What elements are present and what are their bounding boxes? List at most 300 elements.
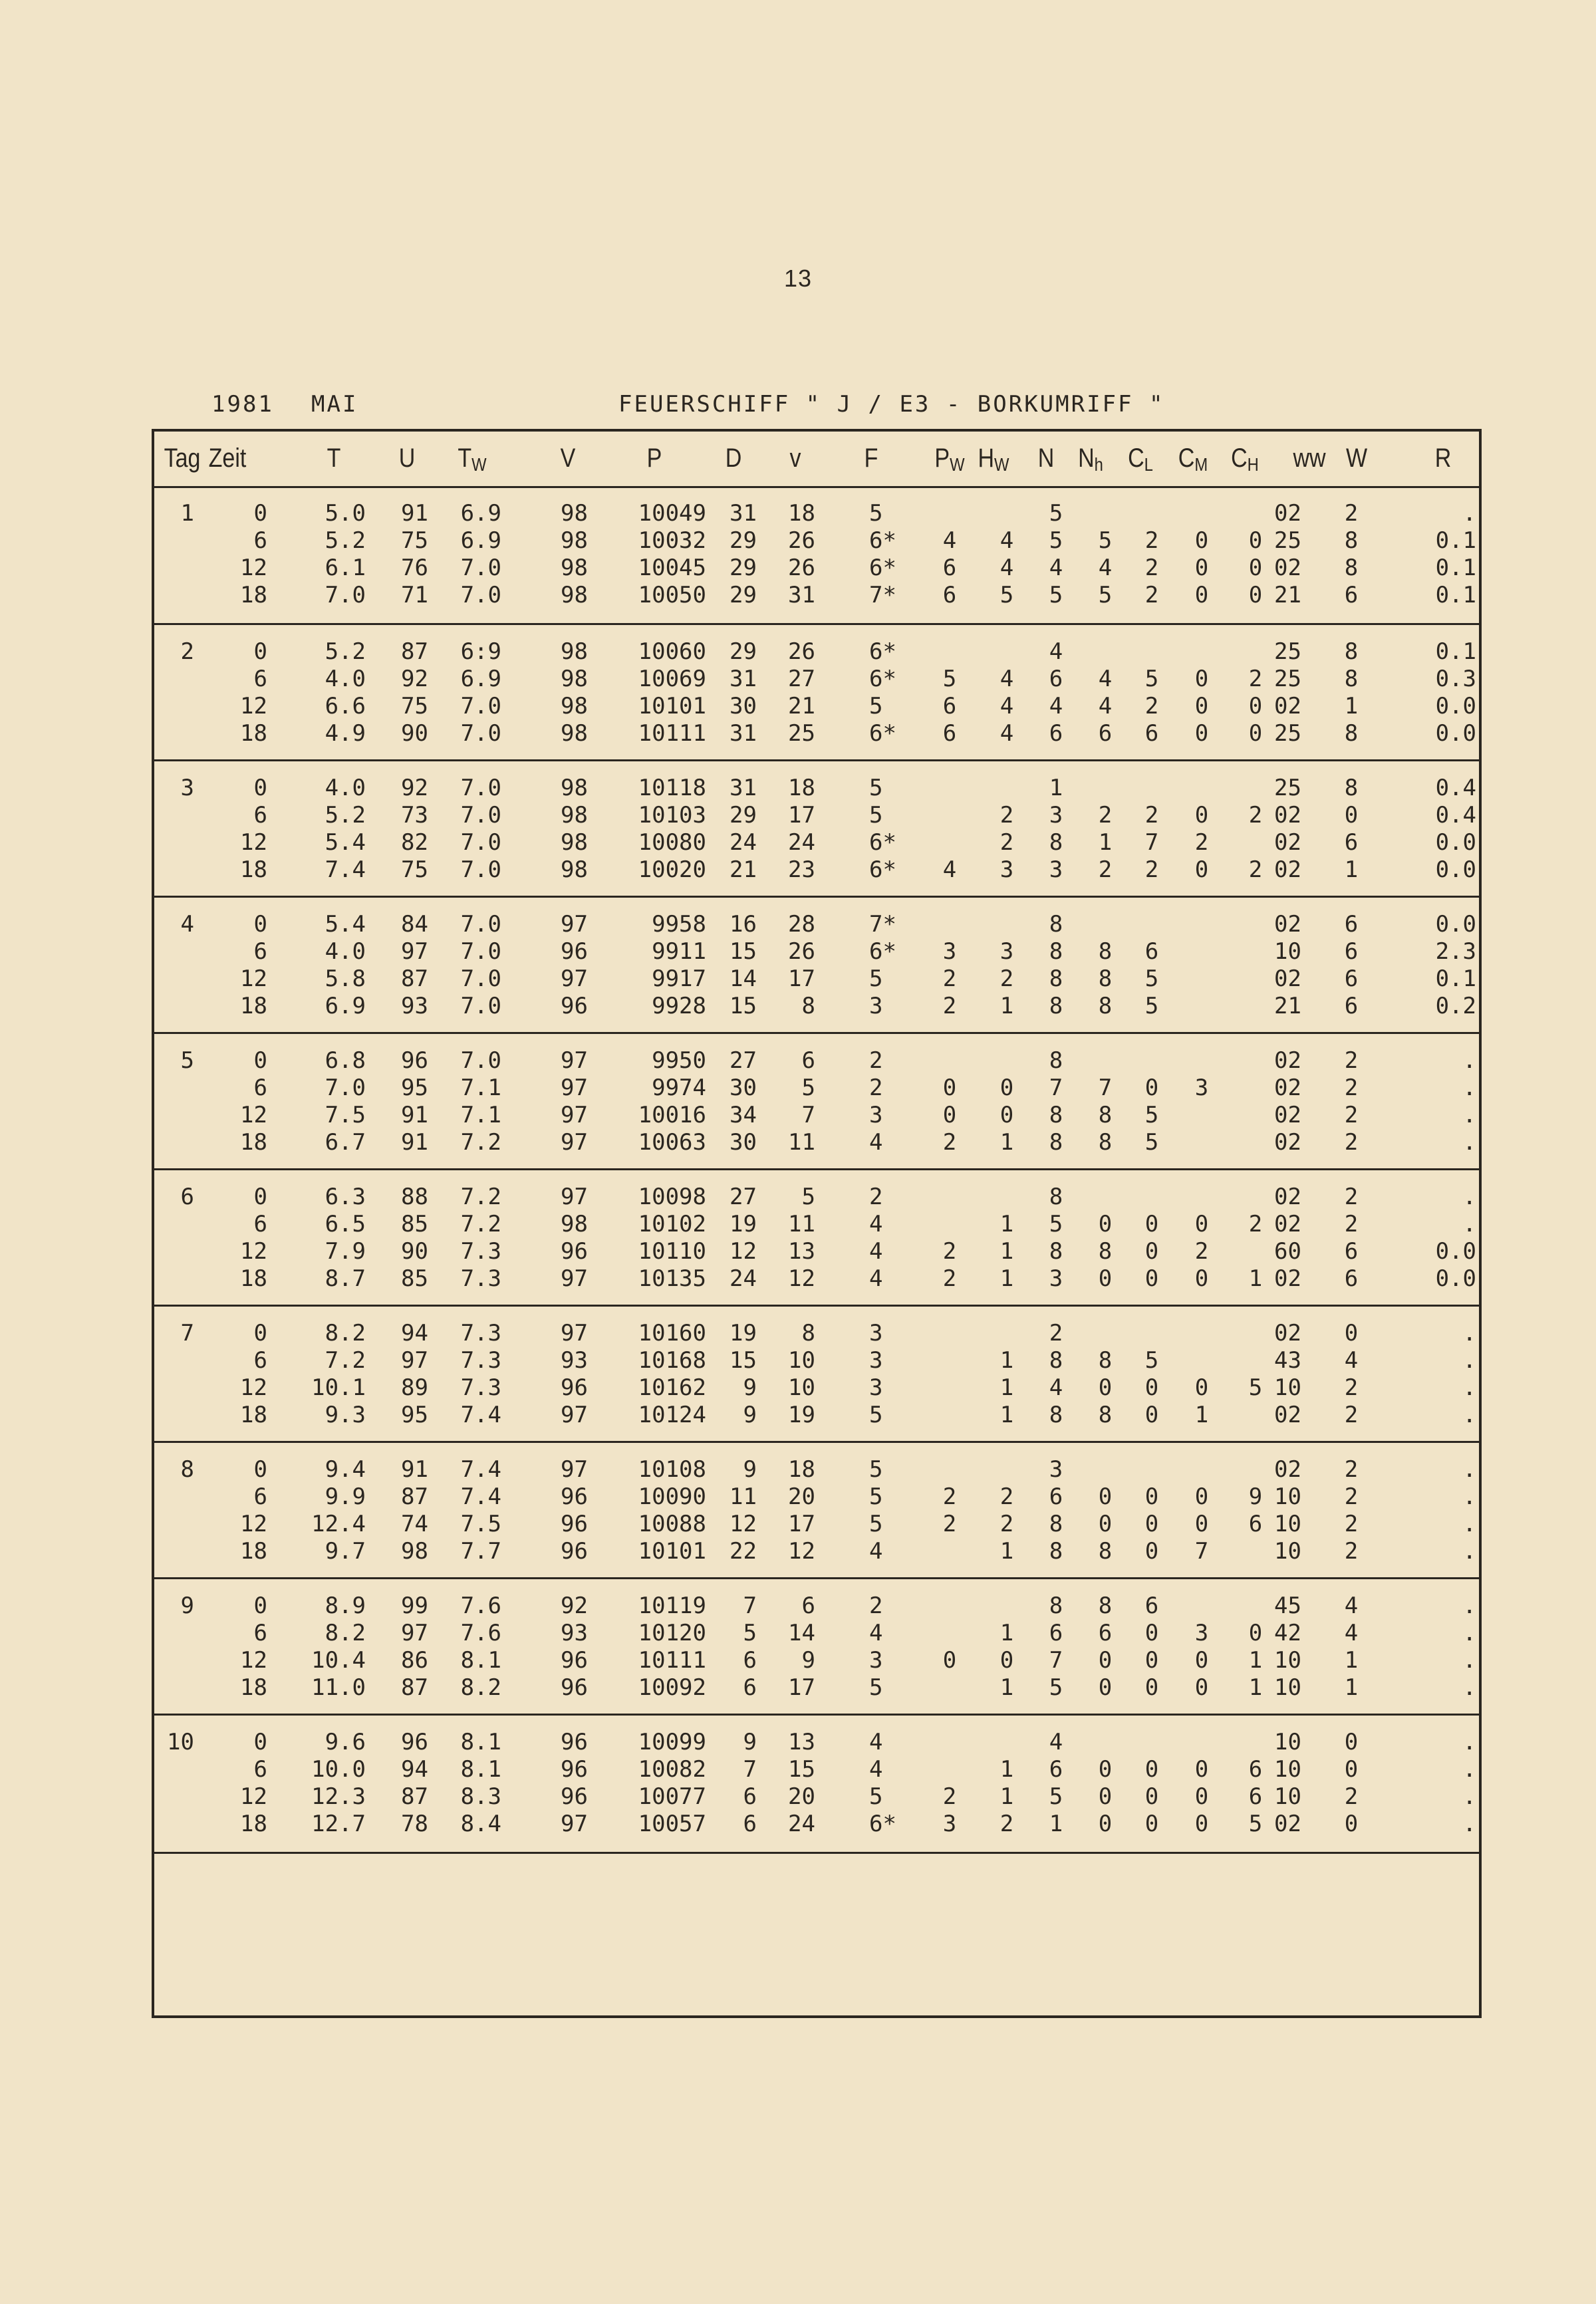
cell-t: 7.4 <box>325 856 366 883</box>
cell-pw: 0 <box>942 1102 957 1128</box>
cell-n: 3 <box>1049 1265 1063 1292</box>
cell-pw: 6 <box>942 693 957 719</box>
cell-v: 98 <box>561 666 588 692</box>
cell-ch: 0 <box>1248 555 1263 581</box>
cell-v: 97 <box>561 1320 588 1346</box>
column-header-n <box>1038 444 1055 473</box>
cell-v: 97 <box>561 911 588 938</box>
cell-pw: 0 <box>942 1075 957 1101</box>
cell-zeit: 6 <box>253 527 267 554</box>
cell-w: 0 <box>1344 802 1359 829</box>
table-row <box>154 1184 1479 1211</box>
column-header-cm <box>1178 444 1208 475</box>
cell-n: 8 <box>1049 1102 1063 1128</box>
cell-f: 6* <box>869 856 896 883</box>
column-header-label: V <box>560 444 576 473</box>
cell-cm: 0 <box>1194 1211 1209 1237</box>
cell-tw: 7.2 <box>460 1211 501 1237</box>
cell-d: 12 <box>730 1511 757 1537</box>
cell-v: 98 <box>561 638 588 665</box>
cell-t: 9.9 <box>325 1483 366 1510</box>
cell-ch: 2 <box>1248 856 1263 883</box>
cell-f: 4 <box>869 1620 883 1646</box>
table-row <box>154 1102 1479 1129</box>
cell-tw: 7.0 <box>460 829 501 856</box>
cell-u: 73 <box>401 802 428 829</box>
table-row <box>154 965 1479 993</box>
column-header-label: P <box>646 444 662 473</box>
cell-t: 12.3 <box>311 1783 366 1810</box>
cell-t: 12.4 <box>311 1511 366 1537</box>
cell-v: 12 <box>788 1265 815 1292</box>
column-header-label: T <box>458 444 472 473</box>
cell-v: 6 <box>801 1593 815 1619</box>
column-header-subscript: h <box>1094 454 1103 475</box>
table-row <box>154 1811 1479 1838</box>
column-header-zeit <box>209 444 247 473</box>
cell-p: 10160 <box>638 1320 706 1346</box>
cell-nh: 0 <box>1098 1265 1113 1292</box>
column-header-subscript: L <box>1144 454 1153 475</box>
cell-cl: 6 <box>1144 1593 1159 1619</box>
cell-zeit: 6 <box>253 1347 267 1374</box>
cell-w: 1 <box>1344 1674 1359 1701</box>
cell-t: 8.7 <box>325 1265 366 1292</box>
cell-p: 10124 <box>638 1402 706 1428</box>
cell-zeit: 18 <box>240 993 267 1019</box>
cell-tw: 7.0 <box>460 802 501 829</box>
cell-v: 5 <box>801 1075 815 1101</box>
cell-u: 96 <box>401 1729 428 1755</box>
cell-v: 97 <box>561 965 588 992</box>
cell-tw: 7.0 <box>460 856 501 883</box>
cell-zeit: 18 <box>240 582 267 608</box>
cell-nh: 1 <box>1098 829 1113 856</box>
cell-u: 93 <box>401 993 428 1019</box>
cell-f: 4 <box>869 1756 883 1783</box>
table-row <box>154 1320 1479 1347</box>
cell-f: 3 <box>869 993 883 1019</box>
cell-f: 5 <box>869 1511 883 1537</box>
cell-hw: 2 <box>999 1811 1014 1837</box>
cell-w: 8 <box>1344 638 1359 665</box>
cell-f: 4 <box>869 1211 883 1237</box>
cell-r: . <box>1462 1402 1476 1428</box>
cell-v: 96 <box>561 1374 588 1401</box>
cell-d: 9 <box>743 1374 757 1401</box>
cell-v: 27 <box>788 666 815 692</box>
column-header-label: Zeit <box>208 444 247 473</box>
cell-u: 76 <box>401 555 428 581</box>
cell-ww: 02 <box>1274 500 1301 527</box>
cell-cl: 6 <box>1144 938 1159 965</box>
cell-p: 10063 <box>638 1129 706 1156</box>
cell-u: 98 <box>401 1538 428 1565</box>
cell-ww: 43 <box>1274 1347 1301 1374</box>
cell-d: 15 <box>730 938 757 965</box>
cell-tw: 8.2 <box>460 1674 501 1701</box>
cell-p: 10118 <box>638 775 706 801</box>
cell-v: 98 <box>561 775 588 801</box>
cell-cl: 0 <box>1144 1647 1159 1674</box>
table-row <box>154 938 1479 965</box>
day-number: 5 <box>180 1047 194 1074</box>
cell-cm: 0 <box>1194 1511 1209 1537</box>
cell-nh: 8 <box>1098 993 1113 1019</box>
cell-cl: 2 <box>1144 693 1159 719</box>
cell-t: 5.2 <box>325 527 366 554</box>
cell-nh: 0 <box>1098 1674 1113 1701</box>
day-block-6 <box>154 1168 1479 1307</box>
cell-f: 3 <box>869 1347 883 1374</box>
cell-v: 97 <box>561 1129 588 1156</box>
cell-v: 5 <box>801 1184 815 1210</box>
cell-cl: 5 <box>1144 1347 1159 1374</box>
table-row <box>154 1483 1479 1511</box>
column-header-subscript: M <box>1194 454 1208 475</box>
cell-t: 9.7 <box>325 1538 366 1565</box>
cell-n: 8 <box>1049 1538 1063 1565</box>
cell-d: 31 <box>730 500 757 527</box>
cell-cm: 0 <box>1194 1674 1209 1701</box>
cell-v: 96 <box>561 1783 588 1810</box>
cell-tw: 6.9 <box>460 666 501 692</box>
column-header-v-lower <box>790 444 801 473</box>
cell-cl: 0 <box>1144 1265 1159 1292</box>
column-header-label: F <box>864 444 878 473</box>
cell-v: 17 <box>788 802 815 829</box>
cell-pw: 2 <box>942 1783 957 1810</box>
cell-d: 6 <box>743 1647 757 1674</box>
cell-v: 97 <box>561 1102 588 1128</box>
table-row <box>154 1047 1479 1075</box>
cell-n: 8 <box>1049 829 1063 856</box>
cell-cl: 5 <box>1144 993 1159 1019</box>
cell-t: 9.6 <box>325 1729 366 1755</box>
cell-zeit: 18 <box>240 1265 267 1292</box>
cell-v: 97 <box>561 1456 588 1483</box>
cell-v: 98 <box>561 720 588 747</box>
cell-cl: 0 <box>1144 1402 1159 1428</box>
cell-u: 97 <box>401 1347 428 1374</box>
cell-tw: 8.1 <box>460 1756 501 1783</box>
cell-t: 10.0 <box>311 1756 366 1783</box>
cell-cm: 0 <box>1194 666 1209 692</box>
cell-w: 4 <box>1344 1620 1359 1646</box>
cell-v: 96 <box>561 1756 588 1783</box>
cell-v: 96 <box>561 1538 588 1565</box>
cell-hw: 4 <box>999 555 1014 581</box>
cell-cl: 0 <box>1144 1811 1159 1837</box>
column-header-hw <box>978 444 1009 475</box>
cell-w: 6 <box>1344 911 1359 938</box>
cell-p: 10101 <box>638 1538 706 1565</box>
cell-n: 4 <box>1049 638 1063 665</box>
cell-w: 2 <box>1344 1374 1359 1401</box>
cell-v: 97 <box>561 1811 588 1837</box>
cell-zeit: 0 <box>253 1729 267 1755</box>
cell-pw: 2 <box>942 993 957 1019</box>
cell-n: 7 <box>1049 1075 1063 1101</box>
cell-ch: 6 <box>1248 1756 1263 1783</box>
cell-u: 85 <box>401 1265 428 1292</box>
cell-zeit: 6 <box>253 1620 267 1646</box>
cell-ww: 02 <box>1274 911 1301 938</box>
day-number: 8 <box>180 1456 194 1483</box>
cell-d: 14 <box>730 965 757 992</box>
column-header-label: N <box>1078 444 1095 473</box>
cell-p: 10168 <box>638 1347 706 1374</box>
cell-f: 6* <box>869 555 896 581</box>
cell-w: 0 <box>1344 1729 1359 1755</box>
cell-u: 95 <box>401 1075 428 1101</box>
table-row <box>154 720 1479 747</box>
cell-v: 26 <box>788 527 815 554</box>
cell-ww: 25 <box>1274 527 1301 554</box>
cell-v: 18 <box>788 500 815 527</box>
data-table <box>152 429 1482 2018</box>
table-row <box>154 582 1479 609</box>
cell-tw: 8.4 <box>460 1811 501 1837</box>
cell-pw: 2 <box>942 1483 957 1510</box>
cell-w: 2 <box>1344 1075 1359 1101</box>
table-row <box>154 775 1479 802</box>
cell-pw: 0 <box>942 1647 957 1674</box>
table-row <box>154 638 1479 666</box>
cell-d: 9 <box>743 1456 757 1483</box>
cell-u: 84 <box>401 911 428 938</box>
cell-v: 8 <box>801 993 815 1019</box>
cell-zeit: 18 <box>240 856 267 883</box>
cell-w: 2 <box>1344 1511 1359 1537</box>
column-header-label: N <box>1037 444 1055 473</box>
cell-f: 3 <box>869 1374 883 1401</box>
cell-n: 6 <box>1049 720 1063 747</box>
cell-hw: 1 <box>999 1211 1014 1237</box>
column-header-label: R <box>1434 444 1452 473</box>
cell-n: 5 <box>1049 1783 1063 1810</box>
cell-t: 9.4 <box>325 1456 366 1483</box>
cell-cm: 2 <box>1194 1238 1209 1265</box>
cell-tw: 7.1 <box>460 1102 501 1128</box>
cell-w: 8 <box>1344 720 1359 747</box>
cell-v: 17 <box>788 1674 815 1701</box>
cell-cm: 3 <box>1194 1075 1209 1101</box>
cell-r: 0.1 <box>1435 582 1476 608</box>
cell-n: 2 <box>1049 1320 1063 1346</box>
cell-ww: 02 <box>1274 693 1301 719</box>
cell-nh: 0 <box>1098 1483 1113 1510</box>
day-block-2 <box>154 623 1479 761</box>
cell-v: 10 <box>788 1374 815 1401</box>
cell-u: 94 <box>401 1320 428 1346</box>
cell-d: 31 <box>730 666 757 692</box>
cell-p: 10092 <box>638 1674 706 1701</box>
cell-n: 5 <box>1049 582 1063 608</box>
cell-w: 1 <box>1344 1647 1359 1674</box>
cell-zeit: 0 <box>253 638 267 665</box>
cell-d: 6 <box>743 1811 757 1837</box>
cell-u: 87 <box>401 638 428 665</box>
cell-p: 10088 <box>638 1511 706 1537</box>
cell-d: 16 <box>730 911 757 938</box>
table-row <box>154 1593 1479 1620</box>
cell-t: 5.0 <box>325 500 366 527</box>
cell-r: 0.0 <box>1435 693 1476 719</box>
cell-f: 7* <box>869 582 896 608</box>
cell-cm: 0 <box>1194 1756 1209 1783</box>
cell-d: 15 <box>730 993 757 1019</box>
cell-tw: 7.0 <box>460 720 501 747</box>
cell-nh: 0 <box>1098 1647 1113 1674</box>
cell-v: 98 <box>561 500 588 527</box>
cell-f: 5 <box>869 1456 883 1483</box>
cell-d: 6 <box>743 1783 757 1810</box>
cell-ch: 1 <box>1248 1647 1263 1674</box>
column-header-label: Tag <box>164 444 201 473</box>
cell-pw: 3 <box>942 938 957 965</box>
cell-v: 98 <box>561 1211 588 1237</box>
cell-nh: 5 <box>1098 582 1113 608</box>
cell-p: 10060 <box>638 638 706 665</box>
cell-n: 4 <box>1049 693 1063 719</box>
cell-tw: 6.9 <box>460 527 501 554</box>
cell-f: 2 <box>869 1593 883 1619</box>
cell-r: . <box>1462 1456 1476 1483</box>
cell-ch: 2 <box>1248 1211 1263 1237</box>
cell-p: 10111 <box>638 720 706 747</box>
cell-pw: 4 <box>942 856 957 883</box>
table-row <box>154 802 1479 829</box>
cell-p: 10120 <box>638 1620 706 1646</box>
cell-r: . <box>1462 1102 1476 1128</box>
header-title: FEUERSCHIFF " J / E3 - BORKUMRIFF " <box>618 391 1165 418</box>
cell-t: 7.0 <box>325 1075 366 1101</box>
table-row <box>154 993 1479 1020</box>
cell-tw: 7.4 <box>460 1456 501 1483</box>
cell-ch: 0 <box>1248 693 1263 719</box>
cell-n: 1 <box>1049 775 1063 801</box>
cell-v: 97 <box>561 1075 588 1101</box>
cell-tw: 7.0 <box>460 582 501 608</box>
cell-cm: 0 <box>1194 1811 1209 1837</box>
cell-zeit: 18 <box>240 1674 267 1701</box>
cell-zeit: 18 <box>240 720 267 747</box>
cell-r: . <box>1462 1320 1476 1346</box>
day-number: 2 <box>180 638 194 665</box>
column-header-f <box>864 444 878 473</box>
cell-v: 21 <box>788 693 815 719</box>
cell-v: 23 <box>788 856 815 883</box>
cell-w: 6 <box>1344 938 1359 965</box>
cell-zeit: 6 <box>253 1211 267 1237</box>
day-block-10 <box>154 1714 1479 1854</box>
cell-r: 0.0 <box>1435 1265 1476 1292</box>
cell-ww: 02 <box>1274 1402 1301 1428</box>
cell-f: 5 <box>869 1402 883 1428</box>
cell-f: 6* <box>869 1811 896 1837</box>
cell-ww: 10 <box>1274 1511 1301 1537</box>
cell-zeit: 0 <box>253 1320 267 1346</box>
cell-tw: 7.0 <box>460 993 501 1019</box>
cell-n: 8 <box>1049 911 1063 938</box>
cell-cl: 5 <box>1144 1102 1159 1128</box>
cell-v: 13 <box>788 1729 815 1755</box>
cell-nh: 8 <box>1098 1402 1113 1428</box>
cell-v: 96 <box>561 1674 588 1701</box>
cell-t: 7.9 <box>325 1238 366 1265</box>
cell-p: 10098 <box>638 1184 706 1210</box>
cell-n: 5 <box>1049 1674 1063 1701</box>
cell-f: 3 <box>869 1320 883 1346</box>
cell-d: 19 <box>730 1320 757 1346</box>
cell-r: . <box>1462 1511 1476 1537</box>
cell-cl: 5 <box>1144 965 1159 992</box>
cell-ww: 02 <box>1274 1456 1301 1483</box>
cell-hw: 4 <box>999 527 1014 554</box>
cell-ch: 5 <box>1248 1811 1263 1837</box>
cell-f: 3 <box>869 1102 883 1128</box>
cell-r: 0.3 <box>1435 666 1476 692</box>
cell-v: 96 <box>561 1647 588 1674</box>
table-row <box>154 527 1479 555</box>
table-row <box>154 856 1479 884</box>
cell-w: 0 <box>1344 1811 1359 1837</box>
cell-v: 6 <box>801 1047 815 1074</box>
day-block-3 <box>154 759 1479 898</box>
cell-v: 98 <box>561 829 588 856</box>
cell-w: 6 <box>1344 1265 1359 1292</box>
cell-pw: 2 <box>942 1129 957 1156</box>
cell-n: 8 <box>1049 1402 1063 1428</box>
cell-u: 90 <box>401 1238 428 1265</box>
cell-cl: 2 <box>1144 582 1159 608</box>
cell-zeit: 0 <box>253 500 267 527</box>
cell-ww: 25 <box>1274 775 1301 801</box>
cell-w: 8 <box>1344 775 1359 801</box>
cell-u: 88 <box>401 1184 428 1210</box>
table-row <box>154 1674 1479 1702</box>
cell-v: 17 <box>788 965 815 992</box>
cell-v: 15 <box>788 1756 815 1783</box>
cell-tw: 7.3 <box>460 1347 501 1374</box>
table-row <box>154 1129 1479 1156</box>
cell-n: 6 <box>1049 666 1063 692</box>
cell-v: 97 <box>561 1402 588 1428</box>
cell-ww: 02 <box>1274 1184 1301 1210</box>
cell-ww: 10 <box>1274 1783 1301 1810</box>
day-number: 3 <box>180 775 194 801</box>
cell-d: 19 <box>730 1211 757 1237</box>
cell-hw: 2 <box>999 965 1014 992</box>
cell-u: 87 <box>401 1483 428 1510</box>
cell-r: . <box>1462 1347 1476 1374</box>
cell-tw: 7.5 <box>460 1511 501 1537</box>
cell-n: 8 <box>1049 1347 1063 1374</box>
cell-cm: 0 <box>1194 555 1209 581</box>
cell-hw: 2 <box>999 829 1014 856</box>
cell-f: 6* <box>869 527 896 554</box>
cell-ch: 2 <box>1248 666 1263 692</box>
cell-r: . <box>1462 1647 1476 1674</box>
table-row <box>154 555 1479 582</box>
cell-nh: 4 <box>1098 666 1113 692</box>
cell-tw: 6.9 <box>460 500 501 527</box>
cell-ch: 5 <box>1248 1374 1263 1401</box>
cell-pw: 6 <box>942 720 957 747</box>
cell-hw: 1 <box>999 1783 1014 1810</box>
cell-d: 27 <box>730 1047 757 1074</box>
